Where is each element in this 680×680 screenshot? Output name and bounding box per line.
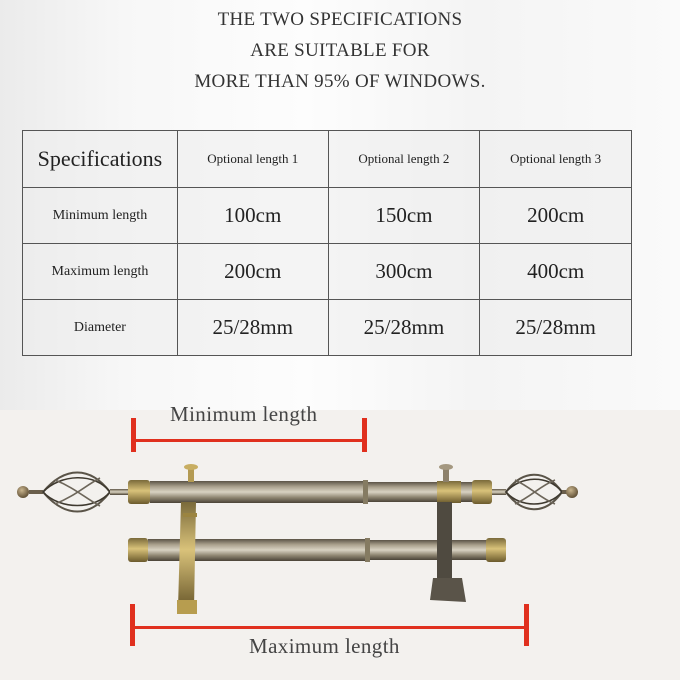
max-marker-left bbox=[130, 604, 135, 646]
table-header-row bbox=[23, 131, 632, 188]
table-row bbox=[23, 244, 632, 300]
right-finial bbox=[492, 475, 578, 510]
min-marker-left bbox=[131, 418, 136, 452]
curtain-rod-illustration bbox=[0, 410, 680, 680]
min-marker-right bbox=[362, 418, 367, 452]
maximum-length-label: Maximum length bbox=[249, 634, 400, 658]
row-label: Minimum length bbox=[23, 188, 178, 244]
table-cell: 25/28mm bbox=[328, 300, 480, 356]
table-cell: 200cm bbox=[177, 244, 328, 300]
headline-line-2: ARE SUITABLE FOR bbox=[250, 40, 430, 61]
table-corner-header: Specifications bbox=[23, 131, 178, 188]
table-cell: 200cm bbox=[480, 188, 632, 244]
max-marker-right bbox=[524, 604, 529, 646]
table-cell: 400cm bbox=[480, 244, 632, 300]
headline bbox=[0, 4, 680, 97]
table-cell: 150cm bbox=[328, 188, 480, 244]
table-cell: 300cm bbox=[328, 244, 480, 300]
left-finial bbox=[17, 473, 128, 512]
table-cell: 100cm bbox=[177, 188, 328, 244]
min-marker-line bbox=[136, 439, 362, 442]
minimum-length-marker bbox=[131, 418, 367, 452]
column-header: Optional length 3 bbox=[480, 131, 632, 188]
table-cell: 25/28mm bbox=[480, 300, 632, 356]
column-header: Optional length 1 bbox=[177, 131, 328, 188]
table-row bbox=[23, 188, 632, 244]
top-rod bbox=[128, 480, 492, 504]
headline-line-1: THE TWO SPECIFICATIONS bbox=[217, 9, 463, 30]
table-cell: 25/28mm bbox=[177, 300, 328, 356]
table-row bbox=[23, 300, 632, 356]
row-label: Maximum length bbox=[23, 244, 178, 300]
row-label: Diameter bbox=[23, 300, 178, 356]
specifications-table bbox=[22, 130, 632, 356]
column-header: Optional length 2 bbox=[328, 131, 480, 188]
headline-line-3: MORE THAN 95% OF WINDOWS. bbox=[194, 71, 486, 92]
minimum-length-label: Minimum length bbox=[170, 402, 318, 426]
max-marker-line bbox=[135, 626, 524, 629]
